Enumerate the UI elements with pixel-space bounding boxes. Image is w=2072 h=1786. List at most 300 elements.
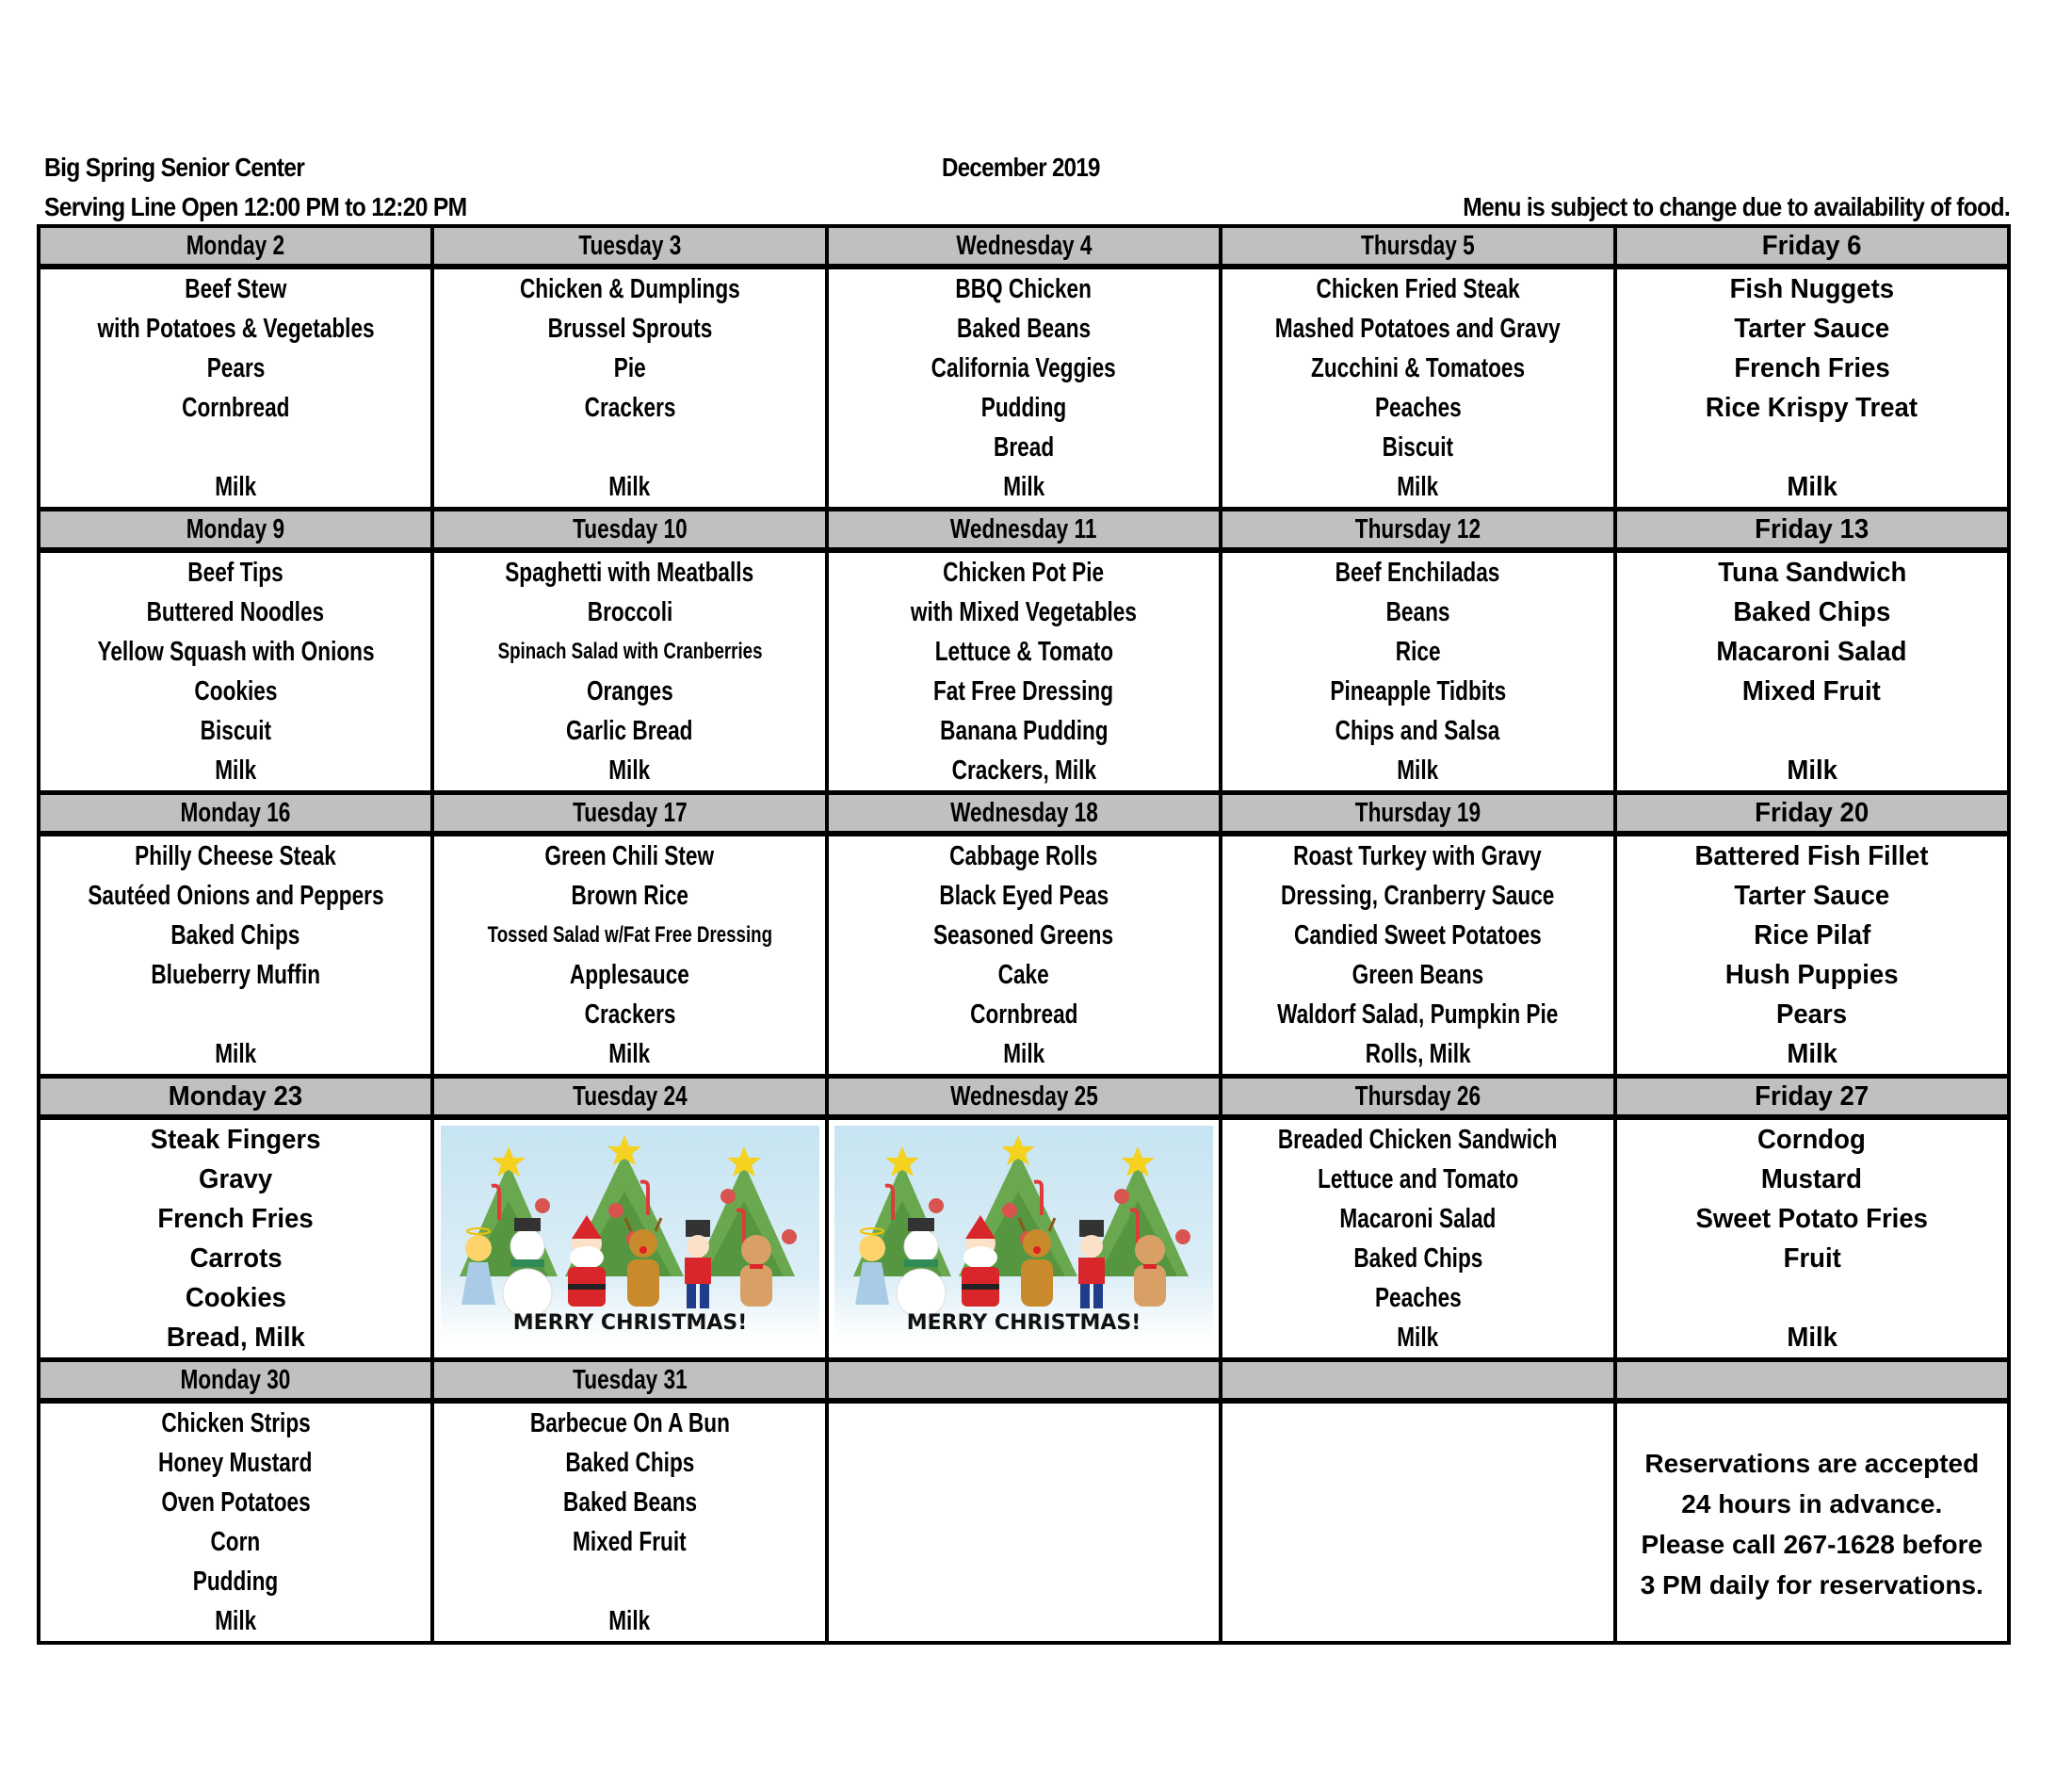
menu-item — [1222, 1278, 1612, 1318]
week-header-row — [39, 226, 2009, 267]
menu-item-text: Milk — [1786, 472, 1837, 502]
menu-item — [1222, 876, 1612, 916]
menu-item — [1617, 269, 2007, 309]
menu-item — [1222, 553, 1612, 593]
menu-item-text: Crackers, Milk — [951, 755, 1096, 786]
menu-item-text: Tuna Sandwich — [1717, 558, 1906, 588]
menu-item — [1617, 1199, 2007, 1239]
menu-item — [829, 553, 1219, 593]
menu-item — [829, 995, 1219, 1034]
menu-item — [1617, 467, 2007, 507]
day-menu-cell — [432, 1401, 826, 1643]
menu-item-text: Milk — [1002, 472, 1044, 502]
day-menu-cell — [1615, 1117, 2009, 1360]
menu-item — [1222, 632, 1612, 672]
menu-item — [829, 349, 1219, 388]
day-header — [39, 226, 432, 267]
menu-item — [434, 553, 824, 593]
menu-item — [434, 593, 824, 632]
menu-item — [40, 1199, 430, 1239]
menu-item — [434, 309, 824, 349]
day-header — [39, 793, 432, 835]
menu-item-text: Pears — [1776, 999, 1848, 1030]
menu-item-text: Milk — [1002, 1039, 1044, 1069]
menu-item — [40, 309, 430, 349]
day-label: Tuesday 10 — [572, 514, 688, 544]
menu-item-text: Peaches — [1374, 1283, 1462, 1313]
menu-item-text: Beef Enchiladas — [1335, 558, 1500, 588]
menu-item-text: Macaroni Salad — [1339, 1204, 1497, 1234]
day-header — [39, 510, 432, 551]
merry-christmas-text: MERRY CHRISTMAS! — [906, 1311, 1141, 1335]
day-header — [1221, 1360, 1614, 1402]
day-label: Wednesday 11 — [950, 514, 1097, 544]
day-label: Thursday 19 — [1354, 798, 1481, 828]
menu-item — [40, 1160, 430, 1199]
menu-item-text: French Fries — [1734, 353, 1890, 383]
day-menu-cell — [39, 1117, 432, 1360]
menu-item-text: Breaded Chicken Sandwich — [1278, 1125, 1558, 1155]
day-header — [827, 1360, 1221, 1402]
menu-item-text: Pie — [613, 353, 646, 383]
menu-item-text: Spaghetti with Meatballs — [505, 558, 754, 588]
menu-item — [1617, 955, 2007, 995]
menu-item — [1222, 349, 1612, 388]
week-menu-row — [39, 834, 2009, 1077]
day-menu-cell — [432, 550, 826, 793]
menu-item-text: Green Chili Stew — [544, 841, 715, 871]
menu-item — [1617, 672, 2007, 711]
menu-item — [434, 672, 824, 711]
menu-item-text: Cookies — [185, 1283, 286, 1313]
menu-item — [829, 632, 1219, 672]
menu-item — [829, 309, 1219, 349]
menu-item-text: Applesauce — [570, 960, 690, 990]
menu-item — [829, 1034, 1219, 1074]
menu-item-text: Pears — [206, 353, 266, 383]
menu-item — [1617, 916, 2007, 955]
menu-item-text: Biscuit — [1382, 432, 1454, 463]
day-menu-cell — [1221, 267, 1614, 510]
day-menu-cell — [1615, 267, 2009, 510]
menu-item-text: Baked Chips — [1352, 1243, 1482, 1274]
menu-item-text: Milk — [608, 1039, 651, 1069]
day-label: Monday 30 — [180, 1365, 291, 1395]
menu-item-text: Spinach Salad with Cranberries — [497, 639, 763, 664]
reservation-note-line: Please call 267-1628 before — [1641, 1530, 1983, 1559]
menu-item — [40, 269, 430, 309]
day-menu-cell — [1615, 550, 2009, 793]
menu-item — [1222, 428, 1612, 467]
day-menu-cell — [827, 834, 1221, 1077]
menu-item — [1222, 1318, 1612, 1357]
menu-item — [40, 632, 430, 672]
day-header — [1615, 226, 2009, 267]
day-menu-cell — [39, 1401, 432, 1643]
reservation-note-line: 24 hours in advance. — [1681, 1489, 1943, 1518]
menu-item — [40, 467, 430, 507]
menu-item-text: Barbecue On A Bun — [529, 1408, 730, 1438]
menu-item-text: Cabbage Rolls — [949, 841, 1098, 871]
reservation-note — [1617, 1404, 2007, 1605]
menu-item — [434, 1601, 824, 1641]
menu-item — [434, 1034, 824, 1074]
menu-item — [40, 995, 430, 1034]
menu-item-text: Milk — [1397, 472, 1439, 502]
week-menu-row — [39, 1401, 2009, 1643]
menu-item — [1222, 1239, 1612, 1278]
reservation-note-line: Reservations are accepted — [1644, 1449, 1980, 1478]
menu-item — [1617, 428, 2007, 467]
menu-item — [1222, 711, 1612, 751]
menu-item-text: Baked Chips — [1733, 597, 1891, 627]
menu-item-text: Milk — [215, 1606, 257, 1636]
menu-item — [434, 349, 824, 388]
day-header — [1615, 1077, 2009, 1118]
day-label: Tuesday 3 — [578, 231, 682, 261]
day-menu-cell — [1221, 834, 1614, 1077]
menu-item-text: Chips and Salsa — [1335, 716, 1500, 746]
day-label: Monday 23 — [168, 1081, 303, 1112]
menu-item-text: BBQ Chicken — [955, 274, 1093, 304]
day-header — [827, 510, 1221, 551]
menu-item — [829, 916, 1219, 955]
merry-christmas-text: MERRY CHRISTMAS! — [512, 1311, 747, 1335]
menu-item-text: Mixed Fruit — [573, 1527, 687, 1557]
day-label: Thursday 12 — [1354, 514, 1481, 544]
menu-item — [829, 955, 1219, 995]
menu-item-text: Beans — [1385, 597, 1450, 627]
menu-item-text: Brown Rice — [571, 881, 688, 911]
menu-item — [1222, 388, 1612, 428]
menu-item — [434, 467, 824, 507]
menu-item-text: Milk — [608, 472, 651, 502]
menu-item — [829, 467, 1219, 507]
menu-item — [40, 916, 430, 955]
menu-item — [1617, 593, 2007, 632]
menu-item-text: Battered Fish Fillet — [1694, 841, 1929, 871]
menu-item-text: Yellow Squash with Onions — [97, 637, 375, 667]
menu-item-text: Mixed Fruit — [1742, 676, 1882, 706]
day-menu-cell — [39, 834, 432, 1077]
day-label: Thursday 26 — [1354, 1081, 1481, 1112]
menu-item-text: Sweet Potato Fries — [1695, 1204, 1929, 1234]
menu-item — [40, 1318, 430, 1357]
menu-item — [1222, 751, 1612, 790]
menu-item-text: Chicken & Dumplings — [519, 274, 740, 304]
menu-item — [1617, 1120, 2007, 1160]
week-header-row — [39, 1360, 2009, 1402]
day-label: Tuesday 17 — [572, 798, 688, 828]
menu-item-text: Blueberry Muffin — [151, 960, 321, 990]
menu-item-text: Tossed Salad w/Fat Free Dressing — [487, 922, 772, 948]
menu-item-text: Cornbread — [969, 999, 1078, 1030]
menu-item — [829, 751, 1219, 790]
menu-item-text: Chicken Fried Steak — [1316, 274, 1520, 304]
menu-item — [434, 632, 824, 672]
menu-item-text: Hush Puppies — [1724, 960, 1899, 990]
menu-item — [1617, 1160, 2007, 1199]
menu-item — [40, 1404, 430, 1443]
menu-item — [1222, 1199, 1612, 1239]
day-label: Thursday 5 — [1361, 231, 1475, 261]
menu-item — [40, 1483, 430, 1522]
org-name: Big Spring Senior Center — [44, 153, 305, 182]
menu-item-text: with Potatoes & Vegetables — [97, 314, 375, 344]
menu-item-text: with Mixed Vegetables — [910, 597, 1138, 627]
menu-item-text: Beef Stew — [185, 274, 287, 304]
menu-item-text: Banana Pudding — [939, 716, 1109, 746]
day-header — [1221, 1077, 1614, 1118]
menu-item — [40, 1522, 430, 1562]
menu-item-text: Corn — [210, 1527, 261, 1557]
menu-item — [1222, 836, 1612, 876]
menu-item-text: Buttered Noodles — [146, 597, 325, 627]
menu-item — [1222, 916, 1612, 955]
day-menu-cell — [39, 550, 432, 793]
day-menu-cell — [432, 267, 826, 510]
menu-item — [434, 1443, 824, 1483]
menu-item — [1222, 467, 1612, 507]
menu-item-text: Honey Mustard — [158, 1448, 313, 1478]
menu-item-text: Dressing, Cranberry Sauce — [1281, 881, 1555, 911]
menu-item-text: Lettuce & Tomato — [934, 637, 1113, 667]
day-header — [827, 226, 1221, 267]
menu-item-text: Crackers — [584, 999, 675, 1030]
menu-item — [40, 751, 430, 790]
menu-item — [40, 1601, 430, 1641]
day-header — [39, 1077, 432, 1118]
menu-item — [40, 711, 430, 751]
menu-item-text: Rice Krispy Treat — [1706, 393, 1918, 423]
day-header — [432, 226, 826, 267]
menu-item — [40, 1562, 430, 1601]
day-label: Tuesday 24 — [572, 1081, 688, 1112]
menu-item — [40, 1278, 430, 1318]
week-header-row — [39, 510, 2009, 551]
menu-item-text: Rolls, Milk — [1365, 1039, 1471, 1069]
menu-item-text: Steak Fingers — [150, 1125, 321, 1155]
day-header — [432, 1360, 826, 1402]
menu-item-text: Pudding — [980, 393, 1067, 423]
menu-item — [40, 672, 430, 711]
menu-item — [1222, 1160, 1612, 1199]
menu-item-text: Mustard — [1761, 1164, 1863, 1194]
menu-item — [1617, 632, 2007, 672]
menu-item — [40, 553, 430, 593]
menu-item — [1617, 309, 2007, 349]
menu-item — [1617, 349, 2007, 388]
menu-item — [40, 1120, 430, 1160]
merry-christmas-illustration — [834, 1126, 1213, 1340]
menu-item — [1617, 388, 2007, 428]
menu-item — [1222, 1120, 1612, 1160]
menu-item-text: Tarter Sauce — [1734, 314, 1890, 344]
day-header — [1615, 1360, 2009, 1402]
menu-item — [40, 388, 430, 428]
menu-item — [1617, 1278, 2007, 1318]
menu-item — [1617, 1318, 2007, 1357]
menu-item-text: Milk — [1397, 1323, 1439, 1353]
menu-item-text: Bread, Milk — [166, 1323, 305, 1353]
menu-item — [40, 836, 430, 876]
menu-item-text: Mashed Potatoes and Gravy — [1274, 314, 1561, 344]
menu-item — [434, 916, 824, 955]
menu-item — [829, 428, 1219, 467]
menu-item — [1617, 751, 2007, 790]
menu-item — [1222, 1034, 1612, 1074]
menu-item — [829, 593, 1219, 632]
menu-item-text: Fish Nuggets — [1729, 274, 1895, 304]
menu-item-text: Waldorf Salad, Pumpkin Pie — [1277, 999, 1559, 1030]
menu-item-text: Cake — [997, 960, 1050, 990]
menu-item-text: Chicken Pot Pie — [943, 558, 1105, 588]
menu-item — [434, 711, 824, 751]
menu-item-text: Milk — [608, 755, 651, 786]
day-menu-cell — [827, 267, 1221, 510]
menu-item — [434, 1483, 824, 1522]
day-label: Wednesday 4 — [955, 231, 1093, 261]
menu-item — [829, 269, 1219, 309]
day-label: Friday 13 — [1755, 514, 1870, 544]
menu-item-text: Candied Sweet Potatoes — [1294, 920, 1542, 950]
day-menu-cell — [1615, 834, 2009, 1077]
day-menu-cell — [432, 834, 826, 1077]
menu-item-text: Cornbread — [182, 393, 290, 423]
menu-item-text: Carrots — [189, 1243, 283, 1274]
menu-item — [434, 836, 824, 876]
menu-item — [40, 1034, 430, 1074]
menu-item-text: Macaroni Salad — [1716, 637, 1907, 667]
menu-item-text: Chicken Strips — [160, 1408, 311, 1438]
menu-item — [1617, 553, 2007, 593]
menu-item — [40, 593, 430, 632]
day-menu-cell — [1615, 1401, 2009, 1643]
menu-item-text: Milk — [1397, 755, 1439, 786]
menu-item — [1617, 711, 2007, 751]
menu-item-text: Roast Turkey with Gravy — [1293, 841, 1543, 871]
menu-item-text: Fat Free Dressing — [933, 676, 1114, 706]
menu-item-text: Black Eyed Peas — [939, 881, 1109, 911]
menu-item-text: Brussel Sprouts — [547, 314, 712, 344]
menu-item-text: Oranges — [586, 676, 673, 706]
menu-item — [829, 388, 1219, 428]
day-menu-cell — [827, 550, 1221, 793]
menu-item-text: Sautéed Onions and Peppers — [88, 881, 384, 911]
week-menu-row — [39, 267, 2009, 510]
menu-item-text: Baked Chips — [565, 1448, 695, 1478]
menu-item — [434, 1404, 824, 1443]
day-label: Friday 27 — [1755, 1081, 1870, 1112]
menu-item-text: Zucchini & Tomatoes — [1310, 353, 1525, 383]
menu-item-text: Milk — [1786, 1039, 1837, 1069]
menu-item — [1222, 955, 1612, 995]
menu-item — [1617, 1239, 2007, 1278]
menu-item — [829, 876, 1219, 916]
menu-item — [434, 876, 824, 916]
menu-item-text: Pineapple Tidbits — [1329, 676, 1506, 706]
day-menu-cell — [39, 267, 432, 510]
menu-item-text: Baked Beans — [956, 314, 1092, 344]
menu-item — [1222, 309, 1612, 349]
menu-item — [1222, 995, 1612, 1034]
day-menu-cell — [827, 1401, 1221, 1643]
menu-item-text: Bread — [993, 432, 1055, 463]
menu-item-text: Milk — [1786, 755, 1837, 786]
menu-item-text: Baked Beans — [562, 1487, 697, 1518]
day-label: Monday 9 — [186, 514, 285, 544]
menu-item-text: Baked Chips — [170, 920, 300, 950]
menu-item-text: Tarter Sauce — [1734, 881, 1890, 911]
menu-item-text: Fruit — [1783, 1243, 1841, 1274]
menu-item-text: Milk — [1786, 1323, 1837, 1353]
day-header — [1615, 510, 2009, 551]
serving-hours: Serving Line Open 12:00 PM to 12:20 PM — [44, 192, 467, 221]
menu-item — [434, 751, 824, 790]
menu-item-text: Philly Cheese Steak — [135, 841, 337, 871]
menu-item-text: Milk — [215, 1039, 257, 1069]
menu-item-text: Rice Pilaf — [1753, 920, 1870, 950]
merry-christmas-illustration — [441, 1126, 819, 1340]
day-label: Wednesday 18 — [949, 798, 1098, 828]
menu-item-text: Milk — [608, 1606, 651, 1636]
menu-item-text: Milk — [215, 472, 257, 502]
day-label: Friday 20 — [1755, 798, 1870, 828]
menu-item — [40, 349, 430, 388]
menu-calendar — [37, 224, 2011, 1645]
day-label: Monday 16 — [180, 798, 291, 828]
day-menu-cell — [432, 1117, 826, 1360]
week-menu-row — [39, 1117, 2009, 1360]
menu-item-text: Garlic Bread — [566, 716, 693, 746]
menu-item — [40, 876, 430, 916]
menu-item — [434, 428, 824, 467]
day-header — [1221, 793, 1614, 835]
day-header — [1615, 793, 2009, 835]
menu-item-text: Milk — [215, 755, 257, 786]
menu-item — [434, 388, 824, 428]
day-label: Friday 6 — [1761, 231, 1862, 261]
menu-item — [1222, 593, 1612, 632]
day-menu-cell — [1221, 1117, 1614, 1360]
menu-item-text: Broccoli — [587, 597, 672, 627]
month-title: December 2019 — [942, 153, 1100, 182]
menu-item — [829, 836, 1219, 876]
menu-item-text: California Veggies — [931, 353, 1117, 383]
day-menu-cell — [827, 1117, 1221, 1360]
menu-item — [40, 1443, 430, 1483]
menu-item — [40, 1239, 430, 1278]
menu-item — [1617, 995, 2007, 1034]
menu-item — [1222, 269, 1612, 309]
menu-item — [40, 955, 430, 995]
day-label: Wednesday 25 — [949, 1081, 1098, 1112]
day-header — [432, 793, 826, 835]
menu-item — [1617, 876, 2007, 916]
menu-item-text: Cookies — [194, 676, 278, 706]
menu-item — [434, 269, 824, 309]
menu-item — [40, 428, 430, 467]
menu-item-text: Seasoned Greens — [933, 920, 1114, 950]
week-header-row — [39, 1077, 2009, 1118]
menu-item-text: Crackers — [584, 393, 675, 423]
day-header — [1221, 226, 1614, 267]
day-label: Tuesday 31 — [572, 1365, 688, 1395]
menu-item-text: Lettuce and Tomato — [1317, 1164, 1518, 1194]
day-header — [432, 1077, 826, 1118]
menu-item-text: Rice — [1395, 637, 1441, 667]
day-header — [1221, 510, 1614, 551]
